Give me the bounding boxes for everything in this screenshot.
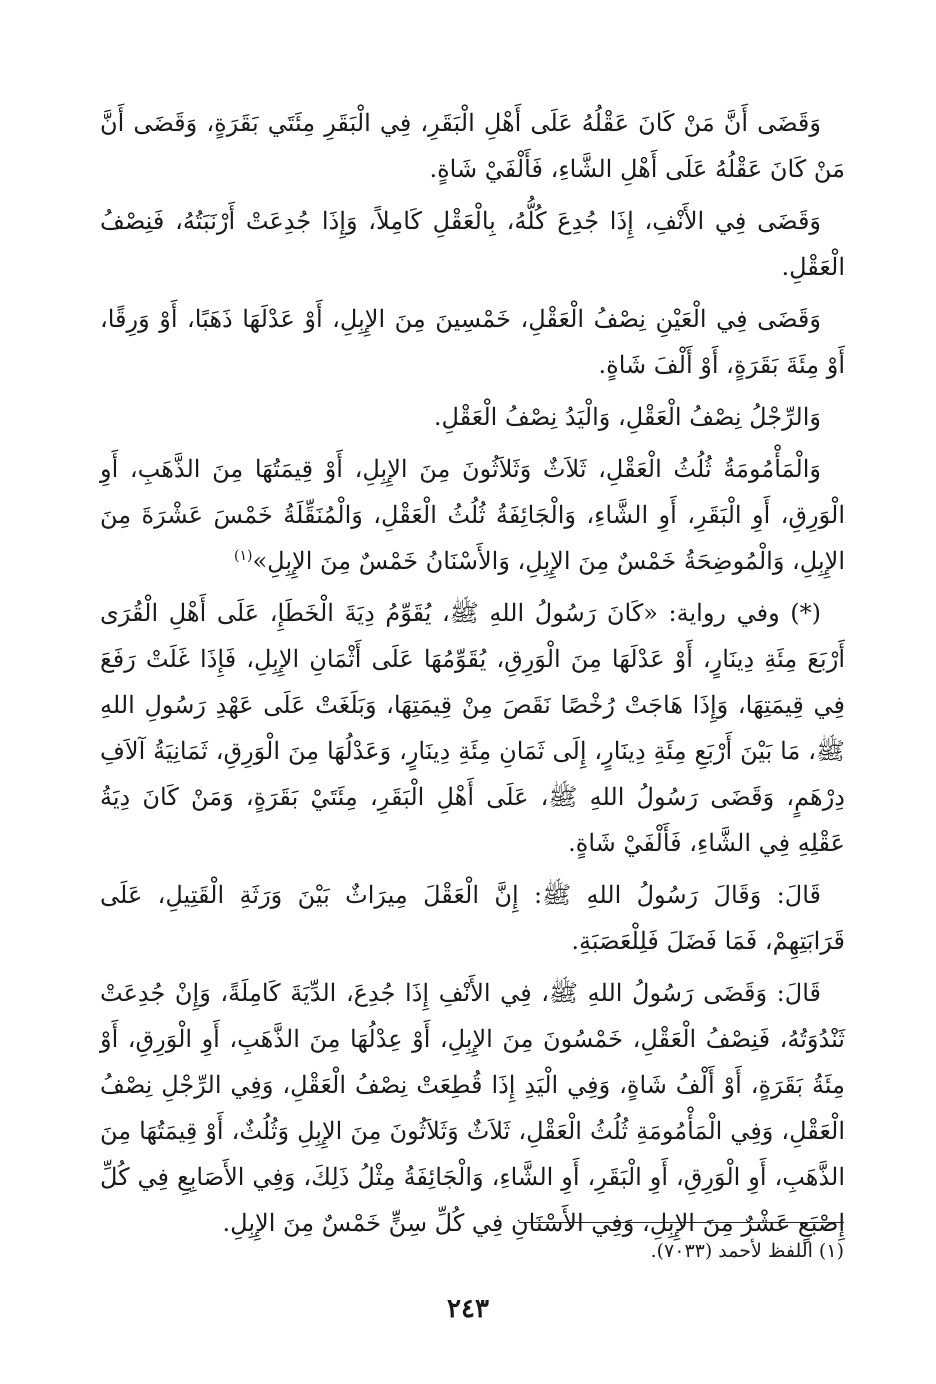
footnote-divider [519,1222,844,1223]
paragraph-inheritance: قَالَ: وَقَالَ رَسُولُ اللهِ ﷺ: إِنَّ الْعَقْلَ مِيرَاثٌ بَيْنَ وَرَثَةِ الْقَتِيلِ، عَلَى قَرَابَتِهِمْ، فَمَا فَضَلَ فَلِلْعَصَبَةِ. [100,881,845,955]
page-body [100,100,845,1252]
paragraph-narration: (*) وفي رواية: «كَانَ رَسُولُ اللهِ ﷺ، يُقَوِّمُ دِيَةَ الْخَطَإِ، عَلَى أَهْلِ الْقُرَى أَرْبَعَ مِئَةِ دِينَارٍ، أَوْ عَدْلَهَا مِنَ الْوَرِقِ، يُقَوِّمُهَا عَلَى أَثْمَانِ الإِبِلِ، فَإِذَا غَلَتْ رَفَعَ فِي قِيمَتِهَا، وَإِذَا هَاجَتْ رُخْصًا نَقَصَ مِنْ قِيمَتِهَا، وَبَلَغَتْ عَلَى عَهْدِ رَسُولِ اللهِ ﷺ، مَا بَيْنَ أَرْبَعِ مِئَةِ دِينَارٍ، إِلَى ثَمَانِ مِئَةِ دِينَارٍ، وَعَدْلُهَا مِنَ الْوَرِقِ، ثَمَانِيَةُ آلاَفِ دِرْهَمٍ، وَقَضَى رَسُولُ اللهِ ﷺ، عَلَى أَهْلِ الْبَقَرِ، مِئَتَيْ بَقَرَةٍ، وَمَنْ كَانَ دِيَةُ عَقْلِهِ فِي الشَّاءِ، فَأَلْفَيْ شَاةٍ. [100,599,845,857]
paragraph-nose-ruling: وَقَضَى فِي الأَنْفِ، إِذَا جُدِعَ كُلُّهُ، بِالْعَقْلِ كَامِلاً، وَإِذَا جُدِعَتْ أَرْنَبَتُهُ، فَنِصْفُ الْعَقْلِ. [100,207,845,281]
footnote: (١) اللفظ لأحمد (٧٠٣٣). [650,1240,844,1262]
paragraph-full-ruling: قَالَ: وَقَضَى رَسُولُ اللهِ ﷺ، فِي الأَنْفِ إِذَا جُدِعَ، الدِّيَةَ كَامِلَةً، وَإِنْ جُدِعَتْ ثَنْدُوَتُهُ، فَنِصْفُ الْعَقْلِ، خَمْسُونَ مِنَ الإِبِلِ، أَوْ عِدْلُهَا مِنَ الذَّهَبِ، أَوِ الْوَرِقِ، أَوْ مِئَةُ بَقَرَةٍ، أَوْ أَلْفُ شَاةٍ، وَفِي الْيَدِ إِذَا قُطِعَتْ نِصْفُ الْعَقْلِ، وَفِي الرِّجْلِ نِصْفُ الْعَقْلِ، وَفِي الْمَأْمُومَةِ ثُلُثُ الْعَقْلِ، ثَلاَثٌ وَثَلاَثُونَ مِنَ الإِبِلِ وَثُلُثٌ، أَوْ قِيمَتُهَا مِنَ الذَّهَبِ، أَوِ الْوَرِقِ، أَوِ الْبَقَرِ، أَوِ الشَّاءِ، وَالْجَائِفَةُ مِثْلُ ذَلِكَ، وَفِي الأَصَابِعِ فِي كُلِّ إِصْبَعٍ عَشْرٌ مِنَ الإِبِلِ، وَفِي الأَسْنَانِ فِي كُلِّ سِنٍّ خَمْسٌ مِنَ الإِبِلِ. [100,979,845,1237]
paragraph-mamuma-text: وَالْمَأْمُومَةُ ثُلُثُ الْعَقْلِ، ثَلاَثٌ وَثَلاَثُونَ مِنَ الإِبِلِ، أَوْ قِيمَتُهَا مِنَ الذَّهَبِ، أَوِ الْوَرِقِ، أَوِ الْبَقَرِ، أَوِ الشَّاءِ، وَالْجَائِفَةُ ثُلُثُ الْعَقْلِ، وَالْمُنَقِّلَةُ خَمْسَ عَشْرَةَ مِنَ الإِبِلِ، وَالْمُوضِحَةُ خَمْسٌ مِنَ الإِبِلِ، وَالأَسْنَانُ خَمْسٌ مِنَ الإِبِلِ» [100,455,845,575]
paragraph-cow-sheep-ruling: وَقَضَى أَنَّ مَنْ كَانَ عَقْلُهُ عَلَى أَهْلِ الْبَقَرِ، فِي الْبَقَرِ مِئَتَي بَقَرَةٍ، وَقَضَى أَنَّ مَنْ كَانَ عَقْلُهُ عَلَى أَهْلِ الشَّاءِ، فَأَلْفَيْ شَاةٍ. [100,109,845,183]
paragraph-eye-ruling: وَقَضَى فِي الْعَيْنِ نِصْفُ الْعَقْلِ، خَمْسِينَ مِنَ الإِبِلِ، أَوْ عَدْلَهَا ذَهَبًا، أَوْ وَرِقًا، أَوْ مِئَةَ بَقَرَةٍ، أَوْ أَلْفَ شَاةٍ. [100,305,845,379]
paragraph-leg-hand-ruling: وَالرِّجْلُ نِصْفُ الْعَقْلِ، وَالْيَدُ نِصْفُ الْعَقْلِ. [433,403,821,431]
page-number: ٢٤٣ [447,1294,489,1324]
paragraph-mamuma-ruling [100,446,845,584]
footnote-marker: (١) [234,548,253,564]
